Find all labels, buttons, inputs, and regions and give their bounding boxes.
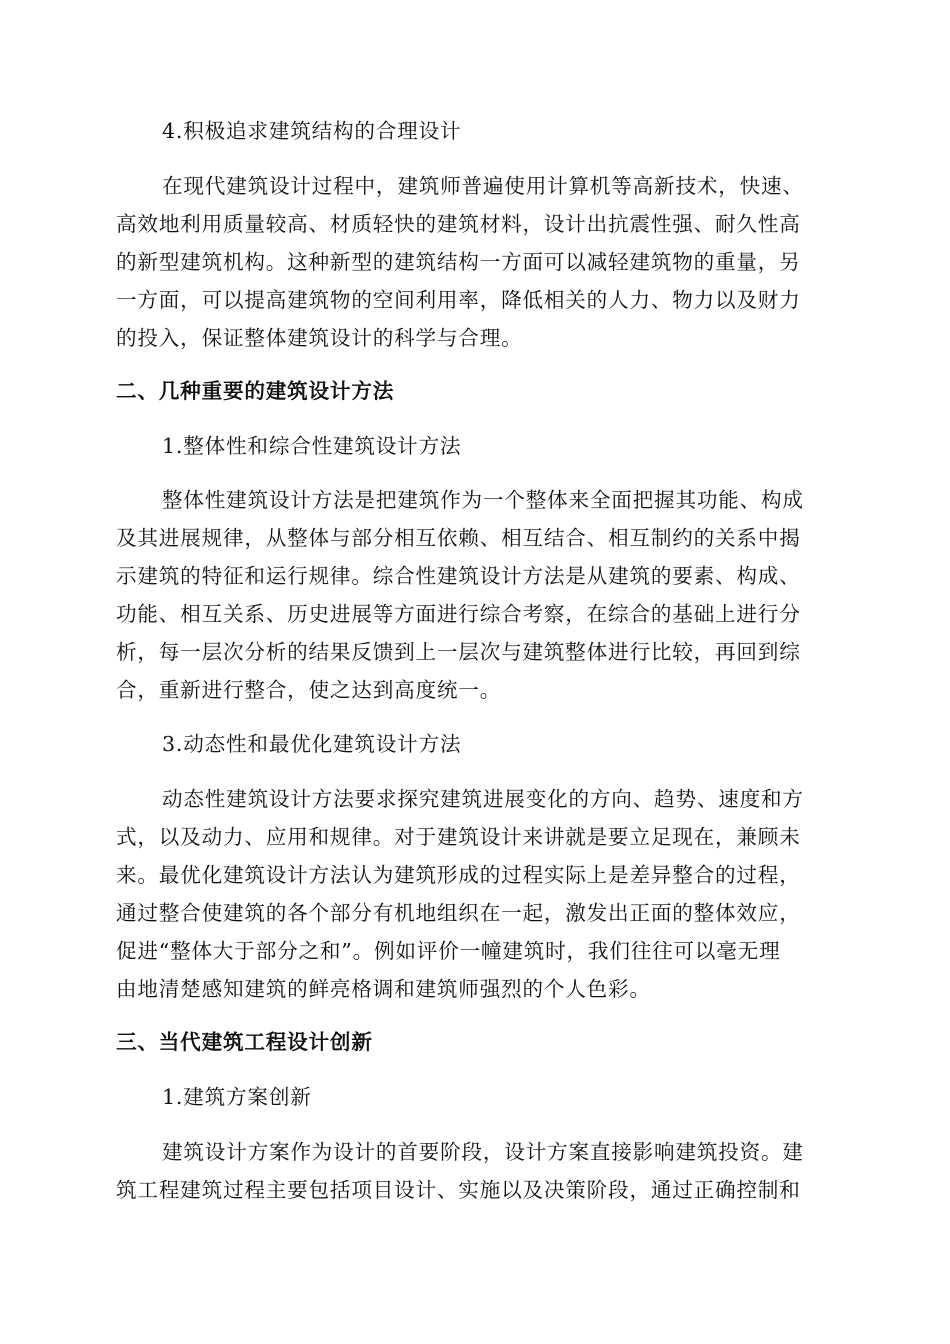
paragraph-line: 式，以及动力、应用和规律。对于建筑设计来讲就是要立足现在，兼顾未 [116,825,801,849]
section-heading-innovation: 三、当代建筑工程设计创新 [116,1030,373,1054]
paragraph-dynamic-method [116,781,832,1009]
paragraph-line: 动态性建筑设计方法要求探究建筑进展变化的方向、趋势、速度和方 [162,787,804,811]
paragraph-modern-design [116,168,832,358]
paragraph-line: 由地清楚感知建筑的鲜亮格调和建筑师强烈的个人色彩。 [116,977,651,1001]
paragraph-line: 促进“整体大于部分之和”。例如评价一幢建筑时，我们往往可以毫无理 [116,939,781,963]
paragraph-line: 来。最优化建筑设计方法认为建筑形成的过程实际上是差异整合的过程， [116,863,801,887]
subheading-structure-design: 4.积极追求建筑结构的合理设计 [162,119,462,143]
paragraph-line: 通过整合使建筑的各个部分有机地组织在一起，激发出正面的整体效应， [116,901,801,925]
paragraph-line: 析，每一层次分析的结果反馈到上一层次与建筑整体进行比较，再回到综 [116,640,801,664]
paragraph-integrity-method [116,482,832,710]
paragraph-line: 在现代建筑设计过程中，建筑师普遍使用计算机等高新技术，快速、 [162,174,804,198]
paragraph-line: 一方面，可以提高建筑物的空间利用率，降低相关的人力、物力以及财力 [116,288,801,312]
subheading-integrity-method: 1.整体性和综合性建筑设计方法 [162,434,462,458]
paragraph-line: 功能、相互关系、历史进展等方面进行综合考察，在综合的基础上进行分 [116,602,801,626]
paragraph-line: 合，重新进行整合，使之达到高度统一。 [116,678,502,702]
paragraph-line: 示建筑的特征和运行规律。综合性建筑设计方法是从建筑的要素、构成、 [116,564,801,588]
paragraph-line: 高效地利用质量较高、材质轻快的建筑材料，设计出抗震性强、耐久性高 [116,212,801,236]
paragraph-line: 整体性建筑设计方法是把建筑作为一个整体来全面把握其功能、构成 [162,488,804,512]
paragraph-line: 建筑设计方案作为设计的首要阶段，设计方案直接影响建筑投资。建 [162,1140,804,1164]
subheading-dynamic-method: 3.动态性和最优化建筑设计方法 [162,732,462,756]
document-page [116,0,832,1344]
paragraph-scheme-innovation [116,1134,832,1210]
paragraph-line: 筑工程建筑过程主要包括项目设计、实施以及决策阶段，通过正确控制和 [116,1178,801,1202]
section-heading-design-methods: 二、几种重要的建筑设计方法 [116,379,395,403]
paragraph-line: 的投入，保证整体建筑设计的科学与合理。 [116,326,523,350]
subheading-scheme-innovation: 1.建筑方案创新 [162,1085,312,1109]
paragraph-line: 及其进展规律，从整体与部分相互依赖、相互结合、相互制约的关系中揭 [116,526,801,550]
paragraph-line: 的新型建筑机构。这种新型的建筑结构一方面可以减轻建筑物的重量，另 [116,250,801,274]
